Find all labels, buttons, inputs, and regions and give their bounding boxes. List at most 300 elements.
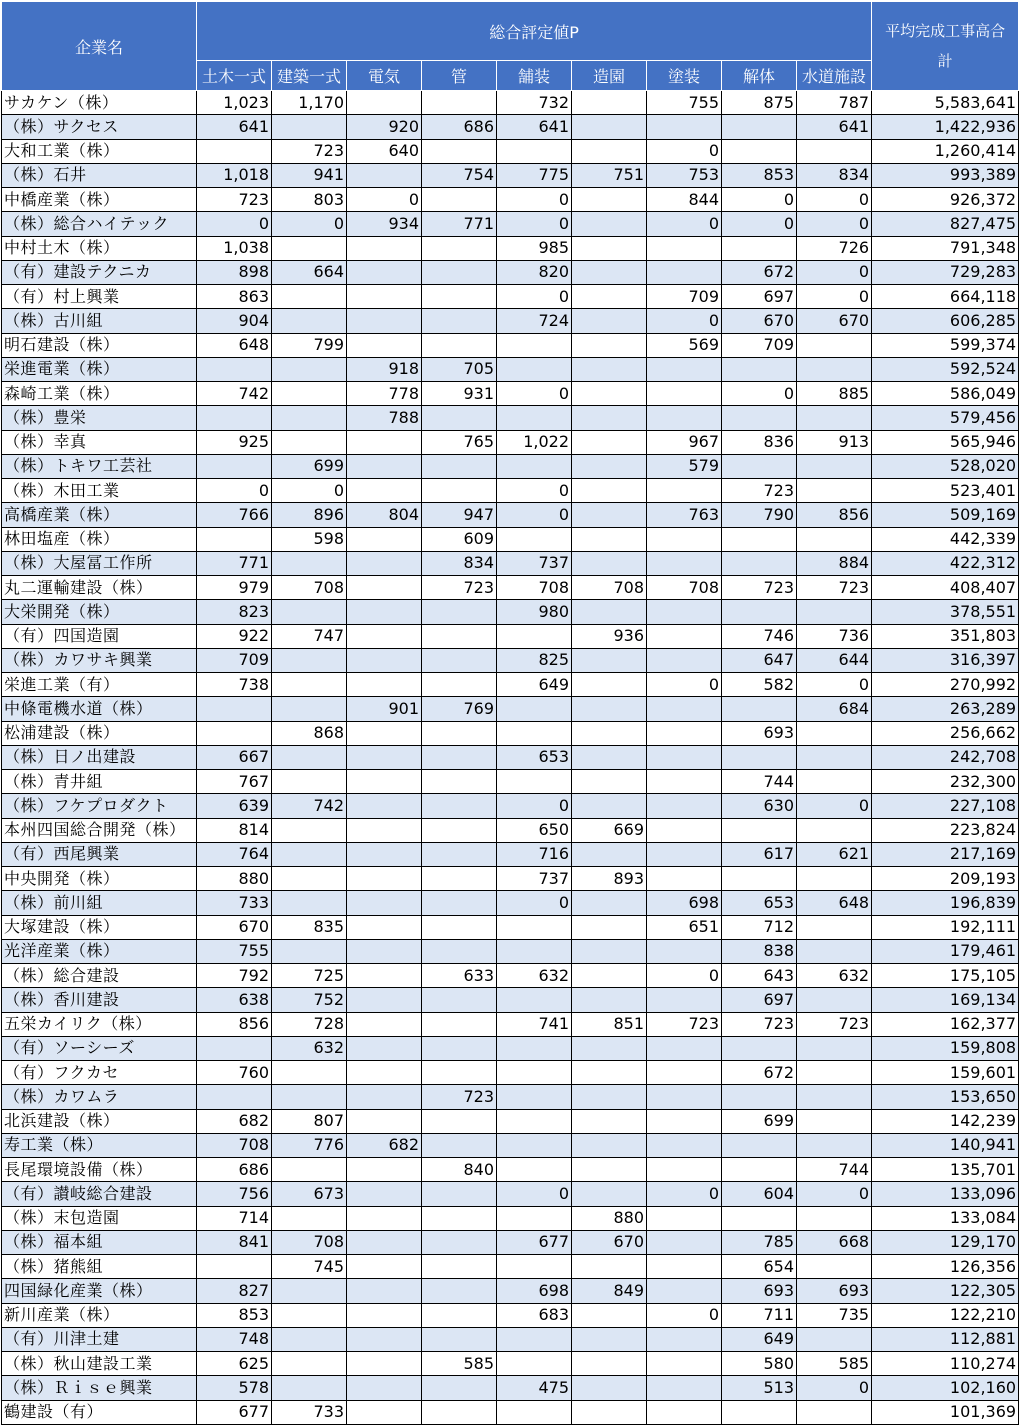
table-header — [2, 2, 1019, 91]
score-cell: 778 — [347, 382, 422, 406]
company-name: 寿工業（株） — [2, 1133, 197, 1157]
score-cell: 726 — [797, 236, 872, 260]
company-name: 明石建設（株） — [2, 333, 197, 357]
score-cell: 698 — [497, 1279, 572, 1303]
total-cell: 565,946 — [872, 430, 1019, 454]
score-cell: 741 — [497, 1012, 572, 1036]
total-cell: 263,289 — [872, 697, 1019, 721]
score-cell — [347, 454, 422, 478]
score-cell: 724 — [497, 309, 572, 333]
score-cell — [422, 794, 497, 818]
score-cell — [272, 1061, 347, 1085]
score-cell — [272, 939, 347, 963]
score-cell: 849 — [572, 1279, 647, 1303]
score-cell — [272, 818, 347, 842]
score-cell: 638 — [197, 988, 272, 1012]
score-cell: 922 — [197, 624, 272, 648]
score-cell — [347, 1303, 422, 1327]
company-name: （株）カワサキ興業 — [2, 648, 197, 672]
score-cell: 649 — [722, 1327, 797, 1351]
score-cell — [647, 867, 722, 891]
company-name: （株）トキワ工芸社 — [2, 454, 197, 478]
score-cell: 792 — [197, 964, 272, 988]
score-cell — [422, 1303, 497, 1327]
score-cell — [497, 988, 572, 1012]
score-cell — [347, 1061, 422, 1085]
score-cell — [347, 236, 422, 260]
total-cell: 606,285 — [872, 309, 1019, 333]
score-cell — [272, 430, 347, 454]
score-cell: 875 — [722, 91, 797, 115]
score-cell: 648 — [797, 891, 872, 915]
score-cell — [272, 648, 347, 672]
table-row — [2, 260, 1019, 284]
score-cell — [272, 551, 347, 575]
score-cell: 766 — [197, 503, 272, 527]
score-cell: 0 — [797, 188, 872, 212]
score-cell: 669 — [572, 818, 647, 842]
score-cell — [422, 1206, 497, 1230]
score-cell: 0 — [647, 673, 722, 697]
score-cell: 898 — [197, 260, 272, 284]
score-cell: 0 — [647, 964, 722, 988]
score-cell: 0 — [497, 188, 572, 212]
score-cell: 697 — [722, 988, 797, 1012]
score-cell — [497, 1036, 572, 1060]
total-cell: 135,701 — [872, 1158, 1019, 1182]
table-row — [2, 382, 1019, 406]
score-cell — [347, 430, 422, 454]
header-category: 電気 — [347, 61, 422, 91]
score-cell — [572, 1158, 647, 1182]
score-cell — [347, 867, 422, 891]
score-cell — [422, 1109, 497, 1133]
score-cell — [497, 624, 572, 648]
score-cell — [572, 964, 647, 988]
score-cell: 699 — [722, 1109, 797, 1133]
score-cell: 0 — [722, 188, 797, 212]
score-cell — [347, 333, 422, 357]
score-cell — [572, 503, 647, 527]
score-cell: 754 — [422, 163, 497, 187]
score-cell: 820 — [497, 260, 572, 284]
score-cell: 738 — [197, 673, 272, 697]
company-name: （株）サクセス — [2, 115, 197, 139]
score-cell — [272, 1327, 347, 1351]
score-cell — [797, 939, 872, 963]
score-cell: 699 — [272, 454, 347, 478]
total-cell: 209,193 — [872, 867, 1019, 891]
table-row — [2, 1376, 1019, 1400]
table-row — [2, 794, 1019, 818]
score-cell: 693 — [722, 1279, 797, 1303]
score-cell: 667 — [197, 745, 272, 769]
score-cell: 931 — [422, 382, 497, 406]
company-name: 長尾環境設備（株） — [2, 1158, 197, 1182]
score-cell — [572, 382, 647, 406]
score-cell — [572, 1061, 647, 1085]
score-cell: 0 — [647, 309, 722, 333]
score-cell — [722, 527, 797, 551]
company-name: （株）大屋冨工作所 — [2, 551, 197, 575]
score-cell — [422, 479, 497, 503]
score-cell — [647, 818, 722, 842]
score-cell — [647, 1133, 722, 1157]
score-cell — [422, 260, 497, 284]
score-cell — [422, 673, 497, 697]
score-cell — [497, 1109, 572, 1133]
score-cell: 913 — [797, 430, 872, 454]
score-cell: 979 — [197, 576, 272, 600]
total-cell: 223,824 — [872, 818, 1019, 842]
score-cell: 664 — [272, 260, 347, 284]
score-cell: 1,023 — [197, 91, 272, 115]
score-cell — [572, 673, 647, 697]
table-row — [2, 867, 1019, 891]
total-cell: 175,105 — [872, 964, 1019, 988]
total-cell: 1,422,936 — [872, 115, 1019, 139]
score-cell — [197, 1255, 272, 1279]
table-row — [2, 1061, 1019, 1085]
score-cell: 632 — [797, 964, 872, 988]
company-name: 北浜建設（株） — [2, 1109, 197, 1133]
score-cell — [347, 794, 422, 818]
score-cell — [347, 624, 422, 648]
score-cell — [722, 1400, 797, 1424]
score-cell: 742 — [272, 794, 347, 818]
table-row — [2, 1206, 1019, 1230]
score-cell — [572, 91, 647, 115]
score-cell — [647, 406, 722, 430]
score-cell — [572, 357, 647, 381]
score-cell: 934 — [347, 212, 422, 236]
score-cell: 836 — [722, 430, 797, 454]
score-cell: 609 — [422, 527, 497, 551]
score-cell: 673 — [272, 1182, 347, 1206]
score-cell: 733 — [272, 1400, 347, 1424]
score-cell: 728 — [272, 1012, 347, 1036]
table-row — [2, 576, 1019, 600]
total-cell: 101,369 — [872, 1400, 1019, 1424]
score-cell: 630 — [722, 794, 797, 818]
score-cell — [197, 721, 272, 745]
table-row — [2, 1303, 1019, 1327]
total-cell: 729,283 — [872, 260, 1019, 284]
score-cell — [797, 1109, 872, 1133]
header-category: 建築一式 — [272, 61, 347, 91]
score-cell — [347, 1109, 422, 1133]
score-cell — [272, 1303, 347, 1327]
score-cell — [572, 770, 647, 794]
score-cell — [197, 697, 272, 721]
score-cell — [497, 406, 572, 430]
score-cell: 803 — [272, 188, 347, 212]
score-cell — [647, 697, 722, 721]
score-cell: 0 — [497, 382, 572, 406]
score-cell — [797, 333, 872, 357]
table-row — [2, 430, 1019, 454]
score-cell — [572, 697, 647, 721]
score-cell — [572, 648, 647, 672]
score-cell: 755 — [197, 939, 272, 963]
score-cell: 723 — [722, 1012, 797, 1036]
table-row — [2, 891, 1019, 915]
score-cell: 0 — [647, 139, 722, 163]
score-cell: 698 — [647, 891, 722, 915]
score-cell — [572, 188, 647, 212]
score-cell: 827 — [197, 1279, 272, 1303]
score-cell: 835 — [272, 915, 347, 939]
score-cell: 579 — [647, 454, 722, 478]
score-cell — [347, 964, 422, 988]
score-cell: 654 — [722, 1255, 797, 1279]
score-cell — [197, 1036, 272, 1060]
score-cell — [797, 818, 872, 842]
table-row — [2, 964, 1019, 988]
header-category: 舗装 — [497, 61, 572, 91]
table-row — [2, 1279, 1019, 1303]
table-row — [2, 285, 1019, 309]
score-cell — [722, 139, 797, 163]
score-cell: 0 — [647, 212, 722, 236]
score-cell: 708 — [197, 1133, 272, 1157]
score-cell — [572, 794, 647, 818]
table-row — [2, 988, 1019, 1012]
total-cell: 133,096 — [872, 1182, 1019, 1206]
score-cell: 0 — [197, 212, 272, 236]
score-cell: 670 — [197, 915, 272, 939]
score-cell — [797, 1061, 872, 1085]
score-cell — [497, 1085, 572, 1109]
total-cell: 140,941 — [872, 1133, 1019, 1157]
score-cell — [797, 454, 872, 478]
score-cell: 723 — [722, 576, 797, 600]
score-cell — [647, 527, 722, 551]
score-cell: 1,022 — [497, 430, 572, 454]
score-cell: 1,170 — [272, 91, 347, 115]
score-cell — [797, 406, 872, 430]
score-cell — [347, 576, 422, 600]
score-cell — [647, 260, 722, 284]
score-cell — [347, 1352, 422, 1376]
table-row — [2, 1109, 1019, 1133]
company-name: （株）総合建設 — [2, 964, 197, 988]
total-cell: 270,992 — [872, 673, 1019, 697]
score-cell — [647, 624, 722, 648]
score-cell — [797, 915, 872, 939]
score-cell — [422, 309, 497, 333]
score-cell — [797, 600, 872, 624]
score-cell: 693 — [797, 1279, 872, 1303]
company-name: （有）村上興業 — [2, 285, 197, 309]
score-cell — [572, 1400, 647, 1424]
score-cell: 735 — [797, 1303, 872, 1327]
score-cell: 760 — [197, 1061, 272, 1085]
score-cell: 967 — [647, 430, 722, 454]
score-cell: 714 — [197, 1206, 272, 1230]
score-cell: 748 — [197, 1327, 272, 1351]
score-cell — [797, 1400, 872, 1424]
score-cell — [572, 309, 647, 333]
score-cell — [422, 1012, 497, 1036]
score-cell — [347, 648, 422, 672]
score-cell — [347, 939, 422, 963]
score-cell — [647, 745, 722, 769]
score-cell — [647, 1376, 722, 1400]
score-cell — [647, 357, 722, 381]
score-cell — [272, 745, 347, 769]
contractor-table — [1, 1, 1019, 1425]
score-cell — [422, 1255, 497, 1279]
score-cell: 745 — [272, 1255, 347, 1279]
company-name: 新川産業（株） — [2, 1303, 197, 1327]
score-cell — [422, 1061, 497, 1085]
score-cell: 639 — [197, 794, 272, 818]
score-cell — [647, 1327, 722, 1351]
table-row — [2, 648, 1019, 672]
score-cell — [197, 1085, 272, 1109]
score-cell: 747 — [272, 624, 347, 648]
score-cell: 653 — [722, 891, 797, 915]
table-row — [2, 721, 1019, 745]
score-cell — [722, 1158, 797, 1182]
score-cell: 647 — [722, 648, 797, 672]
header-total — [872, 2, 1019, 91]
score-cell — [572, 479, 647, 503]
score-cell — [797, 770, 872, 794]
table-row — [2, 1036, 1019, 1060]
score-cell — [497, 1133, 572, 1157]
company-name: 丸二運輸建設（株） — [2, 576, 197, 600]
score-cell — [197, 527, 272, 551]
total-cell: 523,401 — [872, 479, 1019, 503]
score-cell — [647, 1255, 722, 1279]
score-cell: 723 — [272, 139, 347, 163]
score-cell: 771 — [197, 551, 272, 575]
score-cell — [422, 188, 497, 212]
score-cell: 640 — [347, 139, 422, 163]
score-cell: 751 — [572, 163, 647, 187]
table-row — [2, 188, 1019, 212]
score-cell — [722, 1206, 797, 1230]
score-cell — [497, 139, 572, 163]
score-cell: 708 — [497, 576, 572, 600]
score-cell: 648 — [197, 333, 272, 357]
total-cell: 256,662 — [872, 721, 1019, 745]
score-cell — [647, 794, 722, 818]
score-cell — [347, 91, 422, 115]
company-name: 林田塩産（株） — [2, 527, 197, 551]
score-cell — [722, 867, 797, 891]
score-cell: 737 — [497, 551, 572, 575]
score-cell — [497, 1061, 572, 1085]
score-cell — [347, 1158, 422, 1182]
score-cell: 682 — [347, 1133, 422, 1157]
score-cell — [347, 600, 422, 624]
score-cell — [422, 600, 497, 624]
score-cell: 880 — [572, 1206, 647, 1230]
score-cell — [722, 1133, 797, 1157]
score-cell — [572, 333, 647, 357]
header-category: 解体 — [722, 61, 797, 91]
score-cell — [572, 842, 647, 866]
score-cell: 633 — [422, 964, 497, 988]
score-cell — [722, 454, 797, 478]
score-cell: 723 — [422, 576, 497, 600]
score-cell — [572, 1133, 647, 1157]
score-cell: 807 — [272, 1109, 347, 1133]
company-name: （株）末包造園 — [2, 1206, 197, 1230]
score-cell — [347, 1376, 422, 1400]
score-cell — [347, 1255, 422, 1279]
score-cell — [272, 673, 347, 697]
score-cell — [272, 1352, 347, 1376]
score-cell — [647, 842, 722, 866]
score-cell: 790 — [722, 503, 797, 527]
company-name: （株）日ノ出建設 — [2, 745, 197, 769]
score-cell: 723 — [647, 1012, 722, 1036]
total-cell: 926,372 — [872, 188, 1019, 212]
score-cell — [497, 1352, 572, 1376]
total-cell: 196,839 — [872, 891, 1019, 915]
score-cell — [572, 139, 647, 163]
score-cell — [272, 1376, 347, 1400]
score-cell: 756 — [197, 1182, 272, 1206]
score-cell: 711 — [722, 1303, 797, 1327]
score-cell: 582 — [722, 673, 797, 697]
total-cell: 179,461 — [872, 939, 1019, 963]
score-cell: 578 — [197, 1376, 272, 1400]
header-category: 造園 — [572, 61, 647, 91]
score-cell: 621 — [797, 842, 872, 866]
score-cell: 755 — [647, 91, 722, 115]
score-cell: 1,018 — [197, 163, 272, 187]
score-cell: 644 — [797, 648, 872, 672]
score-cell: 632 — [272, 1036, 347, 1060]
table-row — [2, 357, 1019, 381]
score-cell: 641 — [197, 115, 272, 139]
table-row — [2, 939, 1019, 963]
score-cell — [347, 1182, 422, 1206]
score-cell — [422, 939, 497, 963]
score-cell — [722, 1085, 797, 1109]
header-total-label: 平均完成工事高合計 — [885, 22, 1006, 70]
score-cell: 0 — [497, 1182, 572, 1206]
score-cell: 0 — [647, 1182, 722, 1206]
score-cell: 880 — [197, 867, 272, 891]
score-cell: 787 — [797, 91, 872, 115]
company-name: （株）総合ハイテック — [2, 212, 197, 236]
score-cell: 941 — [272, 163, 347, 187]
score-cell — [272, 867, 347, 891]
score-cell — [422, 1400, 497, 1424]
score-cell — [272, 600, 347, 624]
score-cell — [797, 139, 872, 163]
score-cell — [572, 1109, 647, 1133]
score-cell: 901 — [347, 697, 422, 721]
total-cell: 242,708 — [872, 745, 1019, 769]
table-row — [2, 600, 1019, 624]
table-row — [2, 818, 1019, 842]
company-name: 五栄カイリク（株） — [2, 1012, 197, 1036]
score-cell: 0 — [797, 285, 872, 309]
company-name: （株）秋山建設工業 — [2, 1352, 197, 1376]
score-cell — [647, 1230, 722, 1254]
score-cell: 723 — [422, 1085, 497, 1109]
score-cell — [497, 1255, 572, 1279]
company-name: （株）豊栄 — [2, 406, 197, 430]
score-cell — [572, 1085, 647, 1109]
